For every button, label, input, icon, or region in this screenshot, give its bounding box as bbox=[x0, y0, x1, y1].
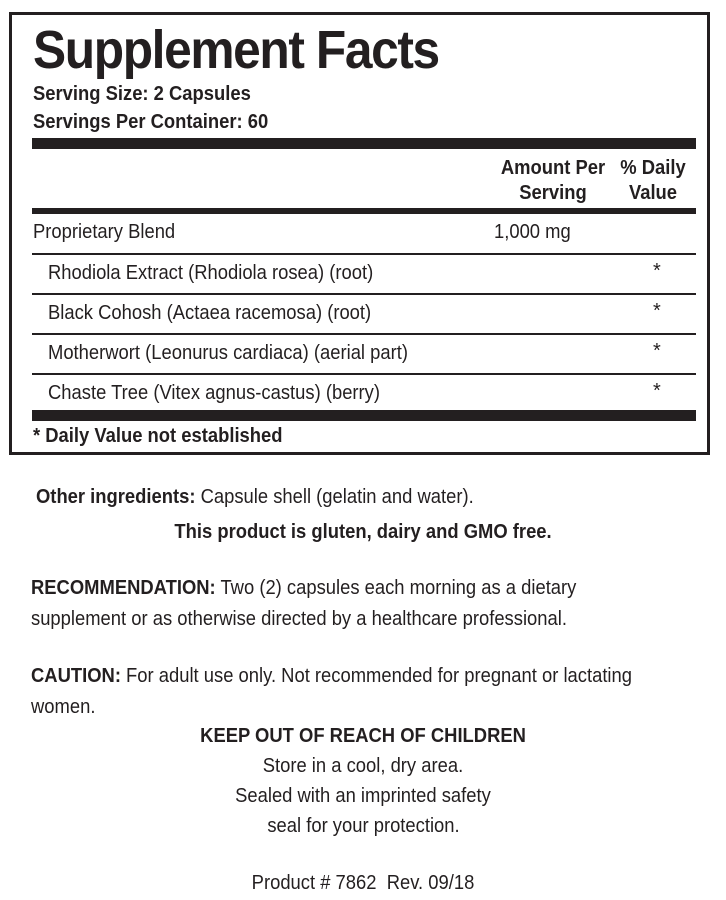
storage-text: seal for your protection. bbox=[266, 815, 460, 837]
storage-line bbox=[0, 816, 726, 836]
recommendation-line2: supplement or as otherwise directed by a healthcare professional. bbox=[31, 608, 567, 630]
ingredient-name: Black Cohosh (Actaea racemosa) (root) bbox=[48, 302, 372, 324]
header-amount-per-serving bbox=[493, 156, 613, 206]
serving-size: Serving Size: 2 Capsules bbox=[33, 83, 251, 105]
product-info bbox=[0, 873, 726, 893]
storage-text: Sealed with an imprinted safety bbox=[235, 785, 491, 807]
header-dv-line1: % Daily bbox=[620, 157, 686, 179]
product-info-text: Product # 7862 Rev. 09/18 bbox=[251, 872, 475, 894]
ingredient-name: Motherwort (Leonurus cardiaca) (aerial part) bbox=[48, 342, 408, 364]
free-statement-text: This product is gluten, dairy and GMO free. bbox=[174, 521, 552, 543]
ingredient-dv: * bbox=[653, 260, 661, 282]
ingredient-dv: * bbox=[653, 340, 661, 362]
ingredient-dv: * bbox=[653, 300, 661, 322]
recommendation-label: RECOMMENDATION: bbox=[31, 577, 216, 599]
row-divider bbox=[32, 293, 696, 295]
keep-out-warning bbox=[0, 726, 726, 746]
recommendation-line1 bbox=[31, 573, 576, 604]
caution-line2: women. bbox=[31, 696, 96, 718]
top-thick-rule bbox=[32, 138, 696, 149]
header-amount-line1: Amount Per bbox=[500, 157, 606, 179]
caution-label: CAUTION: bbox=[31, 665, 121, 687]
ingredient-dv: * bbox=[653, 380, 661, 402]
header-dv-line2: Value bbox=[628, 182, 678, 204]
recommendation bbox=[31, 573, 576, 635]
bottom-thick-rule bbox=[32, 410, 696, 421]
ingredient-name: Chaste Tree (Vitex agnus-castus) (berry) bbox=[48, 382, 381, 404]
header-rule bbox=[32, 208, 696, 214]
ingredient-name: Rhodiola Extract (Rhodiola rosea) (root) bbox=[48, 262, 374, 284]
row-divider bbox=[32, 333, 696, 335]
other-ingredients-text: Capsule shell (gelatin and water). bbox=[195, 486, 474, 508]
header-daily-value bbox=[611, 156, 696, 206]
row-divider bbox=[32, 253, 696, 255]
blend-amount: 1,000 mg bbox=[494, 221, 571, 243]
storage-line bbox=[0, 756, 726, 776]
facts-title: Supplement Facts bbox=[33, 20, 439, 80]
recommendation-text1: Two (2) capsules each morning as a dietary bbox=[215, 577, 577, 599]
daily-value-footnote: * Daily Value not established bbox=[33, 425, 283, 447]
servings-per-container: Servings Per Container: 60 bbox=[33, 111, 269, 133]
other-ingredients-label: Other ingredients: bbox=[36, 486, 196, 508]
free-statement bbox=[0, 522, 726, 542]
supplement-facts-panel bbox=[9, 12, 710, 455]
other-ingredients bbox=[36, 482, 474, 513]
storage-line bbox=[0, 786, 726, 806]
caution-line1 bbox=[31, 661, 632, 692]
blend-name: Proprietary Blend bbox=[33, 221, 176, 243]
storage-text: Store in a cool, dry area. bbox=[262, 755, 464, 777]
row-divider bbox=[32, 373, 696, 375]
header-amount-line2: Serving bbox=[519, 182, 587, 204]
keep-out-text: KEEP OUT OF REACH OF CHILDREN bbox=[200, 725, 526, 747]
caution-text1: For adult use only. Not recommended for pregnant or lactating bbox=[120, 665, 632, 687]
caution bbox=[31, 661, 632, 723]
